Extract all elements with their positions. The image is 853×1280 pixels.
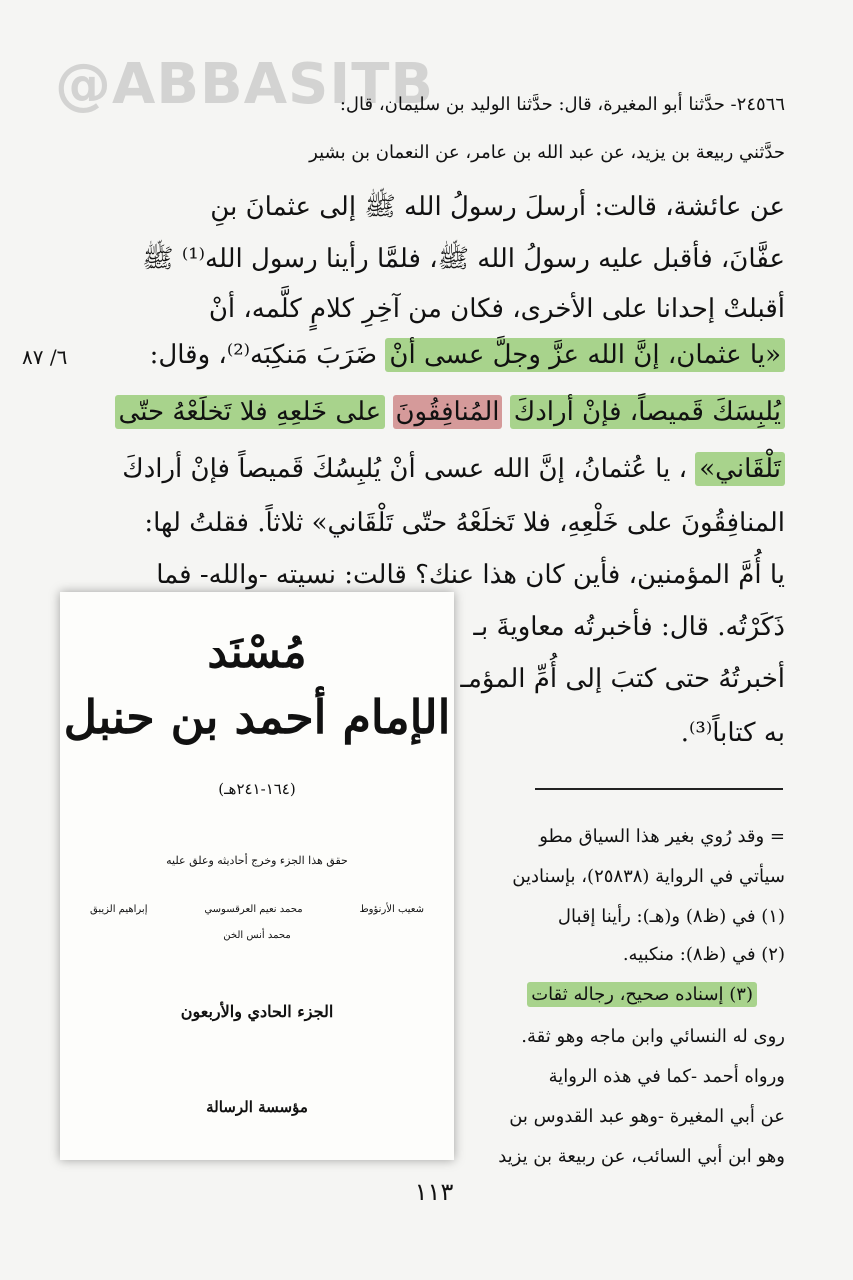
body-line-8: يا أُمَّ المؤمنين، فأين كان هذا عنك؟ قالت: نسيته -والله- فما	[156, 560, 785, 590]
watermark: @ABBASITB	[55, 52, 435, 117]
footnote-line: = وقد رُوي بغير هذا السياق مطو	[539, 826, 785, 847]
book-cover	[60, 592, 454, 1160]
highlight-red: المُنافِقُونَ	[395, 397, 500, 427]
highlight-green: «يا عثمان، إنَّ الله عزَّ وجلَّ عسى أنْ	[385, 338, 785, 372]
footnote-line: روى له النسائي وابن ماجه وهو ثقة.	[521, 1026, 785, 1047]
highlight-green: تَلْقَاني»	[695, 452, 785, 486]
body-line-4	[150, 340, 785, 370]
highlight-green: على خَلعِهِ فلا تَخلَعْهُ حتّى	[115, 395, 386, 429]
cover-publisher: مؤسسة الرسالة	[206, 1098, 308, 1116]
hadith-header-line-1: ٢٤٥٦٦- حدَّثنا أبو المغيرة، قال: حدَّثنا الوليد بن سليمان، قال:	[339, 94, 785, 115]
footnote-line	[527, 984, 757, 1005]
cover-editor: محمد نعيم العرقسوسي	[204, 904, 303, 915]
footnote-line: وهو ابن أبي السائب، عن ربيعة بن يزيد	[498, 1146, 785, 1167]
footnote-line: سيأتي في الرواية (٢٥٨٣٨)، بإسنادين	[512, 866, 785, 887]
footnote-line: (٢) في (ظ٨): منكبيه.	[622, 944, 785, 965]
body-line-1: عن عائشة، قالت: أرسلَ رسولُ الله ﷺ إلى عثمانَ بنِ	[210, 192, 785, 222]
body-text: ، يا عُثمانُ، إنَّ الله عسى أنْ يُلبِسُكَ قَميصاً فإنْ أرادكَ	[122, 454, 687, 484]
body-text: ضَرَبَ مَنكِبَه⁽²⁾، وقال:	[149, 340, 378, 370]
highlight-green: (٣) إسناده صحيح، رجاله ثقات	[527, 982, 757, 1007]
cover-editors	[90, 904, 424, 915]
body-line-9: ذَكَرْتُه. قال: فأخبرتُه معاويةَ بـ	[473, 612, 785, 642]
body-line-5	[115, 397, 785, 427]
hadith-header-line-2: حدَّثني ربيعة بن يزيد، عن عبد الله بن عامر، عن النعمان بن بشير	[309, 142, 785, 163]
page-number: ١١٣	[414, 1178, 454, 1206]
margin-marker: ٦/ ٨٧	[22, 345, 68, 369]
footnote-line: عن أبي المغيرة -وهو عبد القدوس بن	[509, 1106, 785, 1127]
cover-volume: الجزء الحادي والأربعون	[180, 1002, 334, 1021]
cover-editor: شعيب الأرنؤوط	[359, 904, 424, 915]
footnote-line: ورواه أحمد -كما في هذه الرواية	[548, 1066, 785, 1087]
footnote-line: (١) في (ظ٨) و(هـ): رأينا إقبال	[557, 906, 785, 927]
body-line-2: عفَّانَ، فأقبل عليه رسولُ الله ﷺ، فلمَّا رأينا رسول الله⁽¹⁾ ﷺ	[142, 244, 785, 274]
body-line-3: أقبلتْ إحدانا على الأخرى، فكان من آخِرِ كلامٍ كلَّمه، أنْ	[208, 294, 785, 324]
cover-title-imam: الإمام أحمد بن حنبل	[63, 690, 451, 744]
body-line-6	[122, 454, 785, 484]
highlight-green: يُلبِسَكَ قَميصاً، فإنْ أرادكَ	[510, 395, 785, 429]
body-line-7: المنافِقُونَ على خَلْعِهِ، فلا تَخلَعْهُ حتّى تَلْقَاني» ثلاثاً. فقلتُ لها:	[144, 508, 785, 538]
footnote-divider	[535, 788, 783, 790]
cover-editor: محمد أنس الخن	[223, 930, 291, 941]
body-line-11: به كتاباً⁽³⁾.	[680, 718, 785, 748]
cover-dates: (١٦٤-٢٤١هـ)	[218, 780, 296, 798]
cover-edited-by: حقق هذا الجزء وخرج أحاديثه وعلق عليه	[166, 854, 348, 867]
cover-title-musnad: مُسْنَد	[207, 627, 307, 678]
cover-editor: إبراهيم الزيبق	[90, 904, 148, 915]
body-line-10: أخبرتُهُ حتى كتبَ إلى أُمِّ المؤمـ	[460, 664, 785, 694]
